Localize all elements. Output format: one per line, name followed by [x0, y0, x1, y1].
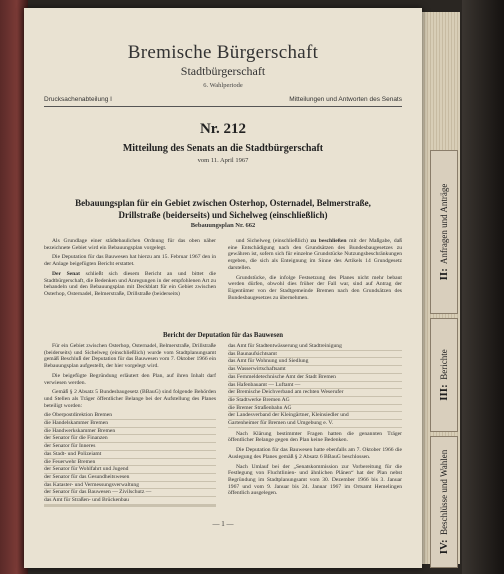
- header-rule: [44, 106, 402, 107]
- document-date: vom 11. April 1967: [197, 157, 249, 164]
- tab-iv-number: IV:: [438, 539, 450, 555]
- list-item: das Amt für Stadtentwässerung und Stadtreinigung: [228, 343, 402, 351]
- intro-left-p3-bold: Der Senat: [52, 270, 80, 277]
- intro-column-right: [228, 238, 402, 304]
- agency-list-right: [228, 343, 402, 428]
- agency-list-left: [44, 412, 216, 506]
- report-right-p3: Nach Umlauf bei der „Senatskommission zur Vorbereitung für die Festlegung von Fluchtlinien- und ähnlichen Plänen“ hat der Plan nebst Begründung im Stadtplanungsamt vom 30. Dezember 1966 bis 3. Januar 1967 und vom 9. Januar bis 24. Januar 1967 im Ortsamt Hemelingen öffentlich ausgelegen.: [228, 463, 402, 497]
- list-item: das Baunaufsichtsamt: [228, 351, 402, 359]
- list-item: die Stadtwerke Bremen AG: [228, 397, 402, 405]
- plan-number: Bebauungsplan Nr. 662: [190, 222, 256, 229]
- tab-ii[interactable]: [430, 150, 458, 314]
- list-item: das Amt für Straßen- und Brückenbau: [44, 497, 216, 505]
- report-column-right: [228, 343, 402, 500]
- page-title: Bremische Bürgerschaft: [127, 42, 319, 63]
- list-item: das Kataster- und Vermessungsverwaltung: [44, 482, 216, 490]
- report-heading: Bericht der Deputation für das Bauwesen: [162, 332, 284, 339]
- list-item: der Senator für das Gesundheitswesen: [44, 474, 216, 482]
- list-item: [44, 506, 216, 507]
- list-item: der Bremische Deichverband am rechten Weserufer: [228, 389, 402, 397]
- list-item: der Senator für Inneres: [44, 443, 216, 451]
- report-right-p1: Nach Klärung bestimmter Fragen hatten die genannten Träger öffentlicher Belange gegen den Plan keine Bedenken.: [228, 430, 402, 444]
- list-item: das Wasserwirtschaftsamt: [228, 366, 402, 374]
- tab-iii-label: Berichte: [439, 349, 449, 380]
- tab-iii-number: III:: [438, 384, 450, 401]
- intro-left-p1: Als Grundlage einer städtebaulichen Ordnung für das oben näher bezeichnete Gebiet wird ein Bebauungsplan vorgelegt.: [44, 238, 216, 251]
- list-item: der Landesverband der Kleingärtner, Kleinsiedler und: [228, 412, 402, 420]
- intro-right-p1-text: und Sichelweg (einschließlich): [236, 238, 311, 244]
- section-label-left: Drucksachenabteilung I: [44, 96, 112, 103]
- report-right-p2: Die Deputation für das Bauwesen hatte ebenfalls am 7. Oktober 1966 die Auslegung des Planes gemäß § 2 Absatz 6 BBauG beschlossen.: [228, 447, 402, 460]
- list-item: der Senator für Wohlfahrt und Jugend: [44, 466, 216, 474]
- page-subtitle: Stadtbürgerschaft: [180, 64, 266, 78]
- intro-right-p1: [228, 238, 402, 272]
- list-item: das Hafenbauamt — Luftamt —: [228, 382, 402, 390]
- intro-column-left: [44, 238, 216, 301]
- right-edge-shadow: [462, 0, 504, 574]
- tab-iv-label: Beschlüsse und Wahlen: [439, 449, 449, 535]
- list-item: Gartenheimer für Bremen und Umgebung e. V.: [228, 420, 402, 428]
- document-heading: Mitteilung des Senats an die Stadtbürgerschaft: [122, 143, 324, 154]
- list-item: die Feuerwehr Bremen: [44, 459, 216, 467]
- report-left-p1: Für ein Gebiet zwischen Osterhop, Osternadel, Belmerstraße, Drillstraße (beiderseits) und Sichelweg (einschließlich) wurde vom Stadtplanungsamt gemäß Beschluß der Deputation für das Bauwesen vom 7. Oktober 1966 ein Bebauungsplan aufgestellt, der hier vorgelegt wird.: [44, 343, 216, 370]
- report-column-left: [44, 343, 216, 507]
- intro-right-p2: Grundstücke, die infolge Festsetzung des Planes nicht mehr bebaut werden dürfen, obwohl dies früher der Fall war, sind auf Antrag der Eigentümer von der Stadtgemeinde Bremen nach den Grundsätzen des Bundesbaugesetzes zu übernehmen.: [228, 274, 402, 301]
- list-item: der Senator für die Finanzen: [44, 435, 216, 443]
- intro-right-p1-rest: mit der Maßgabe, daß eine Entschädigung nach den Grundsätzen des Bundesbaugesetzes zu gewähren ist, sofern sich für einzelne Grundstücke Nutzungsbeschränkungen ergeben, die sich als Enteignung im Sinne des Artikels 14 Grundgesetz darstellen.: [228, 238, 403, 271]
- intro-left-p2: Die Deputation für das Bauwesen hat hierzu am 15. Februar 1967 den in der Anlage beigefügten Bericht erstattet.: [44, 254, 216, 268]
- list-item: das Fernmeldetechnische Amt der Stadt Bremen: [228, 374, 402, 382]
- list-item: die Handwerkskammer Bremen: [44, 428, 216, 436]
- list-item: die Handelskammer Bremen: [44, 420, 216, 428]
- tab-ii-number: II:: [438, 268, 450, 281]
- intro-right-p1-bold: zu beschließen: [310, 238, 347, 244]
- plan-title: Bebauungsplan für ein Gebiet zwischen Osterhop, Osternadel, Belmerstraße, Drillstraße (beiderseits) und Sichelweg (einschließlich): [75, 198, 371, 220]
- list-item: das Amt für Wohnung und Siedlung: [228, 358, 402, 366]
- intro-left-p3: [44, 271, 216, 298]
- list-item: der Senator für das Bauwesen — Zivilschutz —: [44, 489, 216, 497]
- report-left-p2: Die beigefügte Begründung erläutert den Plan, auf ihren Inhalt darf verwiesen werden.: [44, 372, 216, 386]
- page-number: — 1 —: [212, 520, 234, 528]
- list-item: die Oberpostdirektion Bremen: [44, 412, 216, 420]
- list-item: die Bremer Straßenbahn AG: [228, 405, 402, 413]
- document-number: Nr. 212: [199, 121, 247, 137]
- list-item: das Stadt- und Polizeiamt: [44, 451, 216, 459]
- tab-iii[interactable]: [430, 318, 458, 432]
- legislative-period: 6. Wahlperiode: [203, 82, 243, 89]
- tab-ii-label: Anfragen und Anträge: [439, 183, 449, 265]
- intro-left-p3-rest: schließt sich diesem Bericht an und bittet die Stadtbürgerschaft, die Bedenken und Anregungen in der empfohlenen Art zu behandeln und den Bebauungsplan mit Deckblatt für ein Gebiet zwischen Osterhop, Osternadel, Belmerstraße, Drillstraße (beiderseits): [44, 270, 216, 297]
- tab-iv[interactable]: [430, 436, 458, 568]
- document-page: [24, 8, 422, 568]
- report-left-p3: Gemäß § 2 Absatz 5 Bundesbaugesetz (BBauG) sind folgende Behörden und Stellen als Träger öffentlicher Belange bei der Aufstellung des Planes beteiligt worden:: [44, 389, 216, 409]
- section-label-right: Mitteilungen und Antworten des Senats: [289, 96, 402, 103]
